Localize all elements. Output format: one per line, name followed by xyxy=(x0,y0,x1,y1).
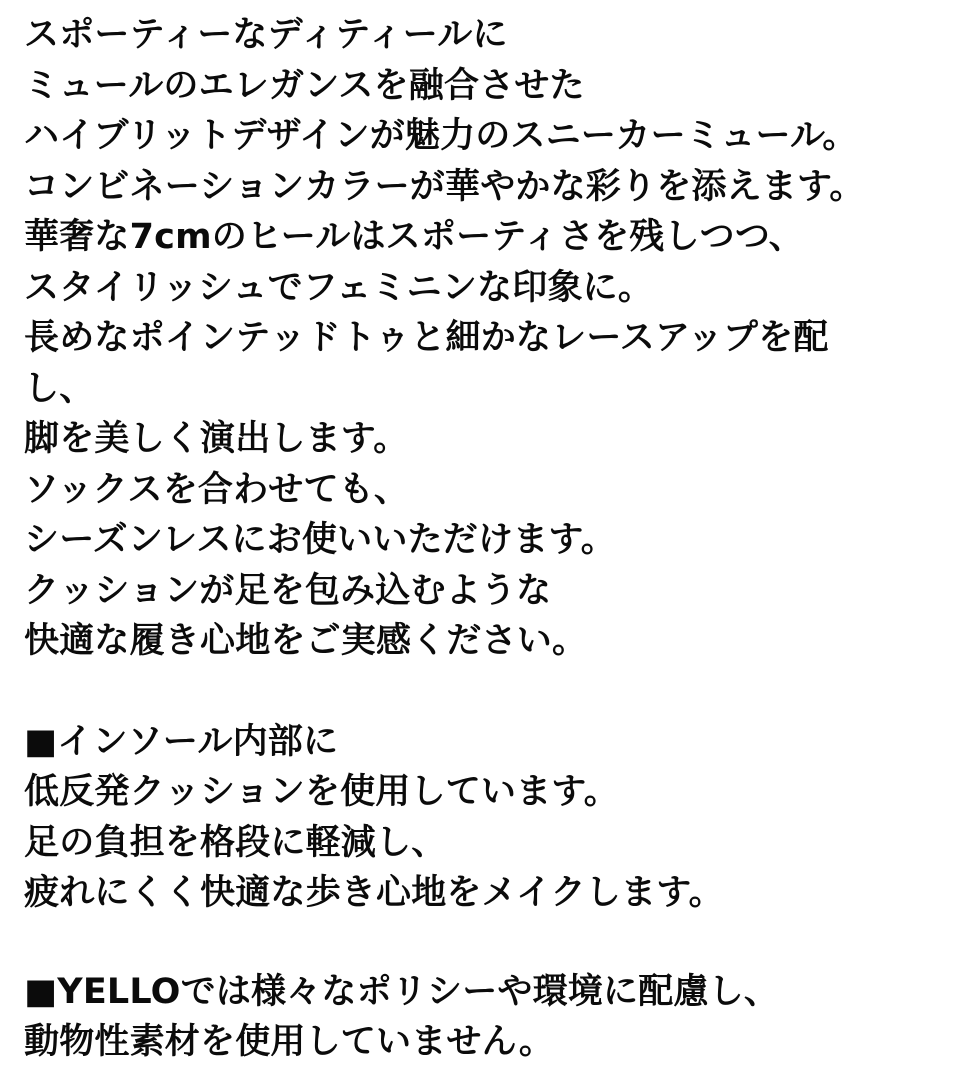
description-block xyxy=(24,10,955,667)
policy-block xyxy=(24,967,955,1068)
description-line: 華奢な7cmのヒールはスポーティさを残しつつ、 xyxy=(24,217,804,257)
description-line: ミュールのエレガンスを融合させた xyxy=(24,65,585,106)
policy-line: 動物性素材を使用していません。 xyxy=(24,1022,555,1062)
insole-block xyxy=(24,717,955,919)
description-line: ソックスを合わせても、 xyxy=(24,469,410,510)
description-line: 快適な履き心地をご実感ください。 xyxy=(24,621,588,661)
description-line: 脚を美しく演出します。 xyxy=(24,419,409,459)
description-line: スタイリッシュでフェミニンな印象に。 xyxy=(24,267,654,308)
description-line: 長めなポインテッドトゥと細かなレースアップを配 xyxy=(24,318,829,358)
description-line: クッションが足を包み込むような xyxy=(24,570,552,611)
description-line: シーズンレスにお使いいただけます。 xyxy=(24,520,616,560)
insole-line: ■インソール内部に xyxy=(24,721,339,762)
block-spacer xyxy=(24,919,955,967)
insole-line: 足の負担を格段に軽減し、 xyxy=(24,822,447,863)
policy-line: ■YELLOでは様々なポリシーや環境に配慮し、 xyxy=(24,971,780,1012)
description-line: し、 xyxy=(24,368,95,409)
description-line: ハイブリットデザインが魅力のスニーカーミュール。 xyxy=(24,116,858,156)
description-line: スポーティーなディティールに xyxy=(24,15,508,55)
block-spacer xyxy=(24,667,955,717)
insole-line: 低反発クッションを使用しています。 xyxy=(24,772,619,812)
insole-line: 疲れにくく快適な歩き心地をメイクします。 xyxy=(24,873,724,913)
description-line: コンビネーションカラーが華やかな彩りを添えます。 xyxy=(24,166,865,207)
